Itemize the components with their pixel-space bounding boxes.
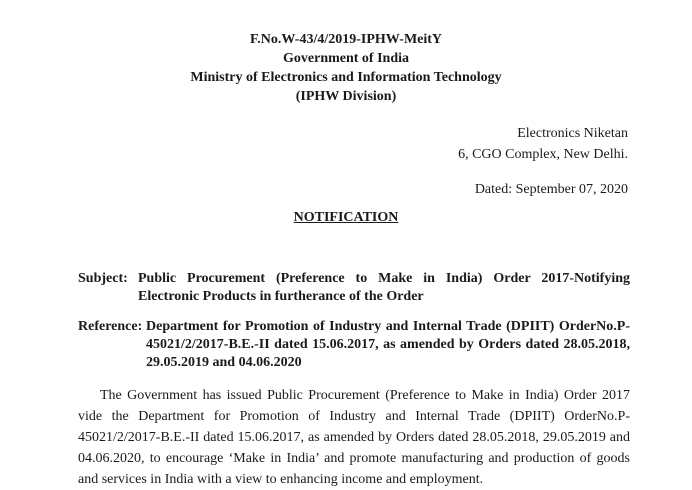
government-name: Government of India (283, 51, 409, 66)
subject-label: Subject: (78, 271, 128, 286)
reference-label: Reference: (78, 319, 143, 334)
subject-block (78, 270, 630, 310)
subject-text: Public Procurement (Preference to Make in India) Order 2017-Notifying Electronic Products in furtherance of the Order (138, 271, 630, 304)
address-line-2: 6, CGO Complex, New Delhi. (458, 147, 628, 162)
reference-block (78, 318, 630, 378)
notification-title (0, 209, 692, 227)
file-number: F.No.W-43/4/2019-IPHW-MeitY (249, 32, 443, 47)
body-paragraph: The Government has issued Public Procurement (Preference to Make in India) Order 2017 vide the Department for Promotion of Industry and Internal Trade (DPIIT) OrderNo.P-45021/2/2017-B.E.-II dated 15.06.2017, as amended by Orders dated 28.05.2018, 29.05.2019 and 04.06.2020, to encourage ‘Make in India’ and promote manufacturing and production of goods and services in India with a view to enhancing income and employment. (78, 388, 630, 487)
division-name: (IPHW Division) (295, 89, 397, 104)
address-line-1: Electronics Niketan (517, 126, 628, 141)
notification-title-text: NOTIFICATION (293, 210, 399, 225)
reference-text: Department for Promotion of Industry and Internal Trade (DPIIT) OrderNo.P-45021/2/2017-B.E.-II dated 15.06.2017, as amended by Orders dated 28.05.2018, 29.05.2019 and 04.06.2020 (146, 319, 630, 370)
ministry-name: Ministry of Electronics and Information Technology (190, 70, 502, 85)
dated-line: Dated: September 07, 2020 (474, 182, 628, 197)
